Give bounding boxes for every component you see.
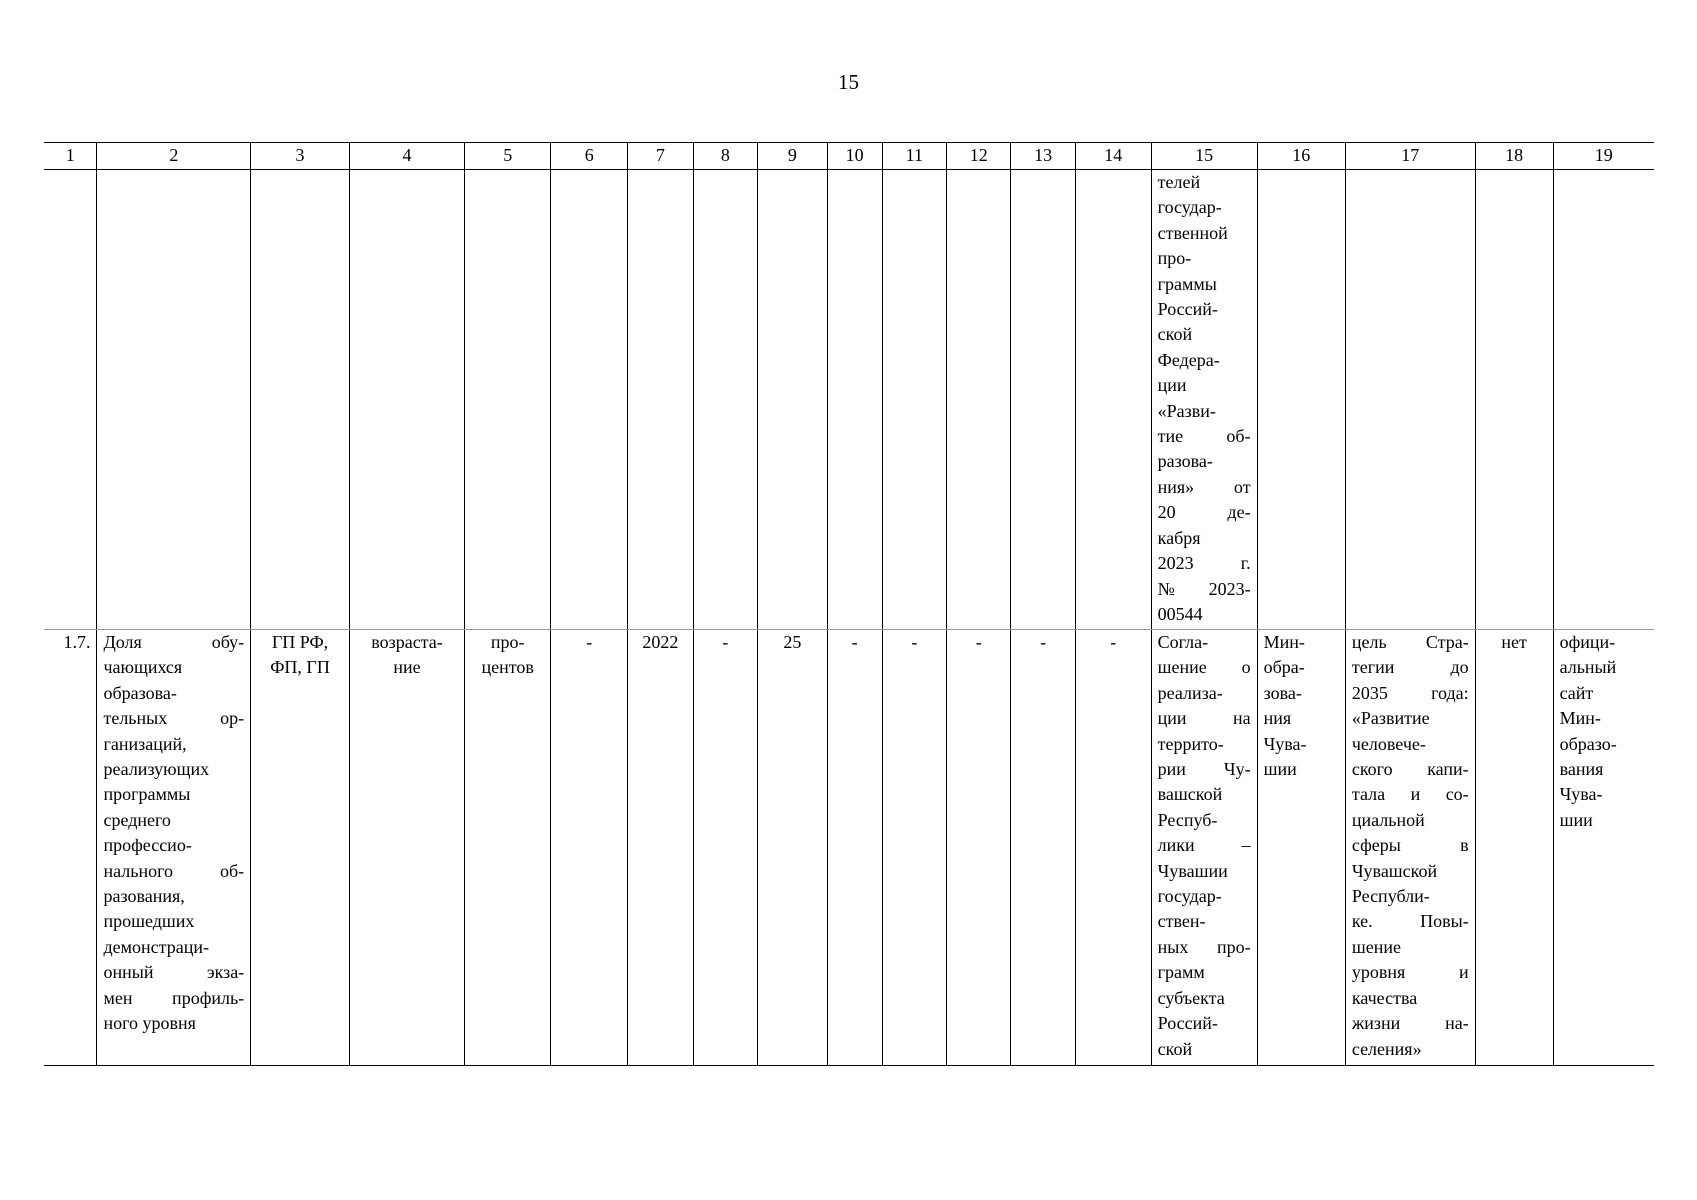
text-line: про-	[490, 632, 525, 652]
text-line: Россий-	[1157, 299, 1218, 320]
text-line: качества	[1351, 987, 1418, 1008]
text-line: Доля обу-	[103, 632, 245, 652]
text-line: разования,	[103, 886, 185, 907]
text-line: реализа-	[1157, 682, 1223, 703]
column-header-12: 12	[947, 143, 1011, 170]
text-line: про-	[1157, 248, 1192, 269]
column-header-10: 10	[827, 143, 882, 170]
indicator-source	[251, 630, 350, 1066]
text-line: граммы	[1157, 273, 1217, 294]
text-line: Россий-	[1157, 1013, 1218, 1034]
text-line: обра-	[1263, 657, 1305, 678]
text-line: террито-	[1157, 733, 1224, 754]
indicator-name	[97, 630, 251, 1066]
text-line: ции на	[1157, 708, 1251, 729]
text-line: 2023 г.	[1157, 553, 1251, 574]
text-line: «Развитие	[1351, 708, 1430, 729]
text-line: Чува-	[1263, 733, 1307, 754]
text-line: альный	[1559, 657, 1617, 678]
cell-8: -	[693, 630, 757, 1066]
text-line: государ-	[1157, 197, 1222, 218]
text-line: демонстраци-	[103, 936, 209, 957]
text-line: ственной	[1157, 222, 1228, 243]
base-year: 2022	[628, 630, 693, 1066]
text-line: Респуб-	[1157, 809, 1218, 830]
text-line: образова-	[103, 682, 177, 703]
strategy-goal	[1345, 630, 1475, 1066]
header-row	[44, 143, 1654, 170]
cell	[1257, 170, 1345, 630]
column-header-17: 17	[1345, 143, 1475, 170]
cell	[1475, 170, 1553, 630]
continuation-row	[44, 170, 1654, 630]
text-line: телей	[1157, 172, 1201, 192]
text-line: ФП, ГП	[270, 657, 330, 678]
column-header-6: 6	[551, 143, 628, 170]
text-line: 00544	[1157, 603, 1203, 624]
column-header-13: 13	[1011, 143, 1075, 170]
text-line: шение	[1351, 936, 1401, 957]
text-line: Республи-	[1351, 886, 1430, 907]
cell-6: -	[551, 630, 628, 1066]
text-line: субъекта	[1157, 987, 1225, 1008]
cell	[1075, 170, 1151, 630]
cell	[251, 170, 350, 630]
text-line: шение о	[1157, 657, 1251, 678]
cell	[44, 170, 97, 630]
responsible-body	[1257, 630, 1345, 1066]
text-line: лики –	[1157, 835, 1251, 856]
cell	[465, 170, 551, 630]
text-line: реализующих	[103, 759, 210, 780]
text-line: центов	[481, 657, 534, 678]
column-header-18: 18	[1475, 143, 1553, 170]
column-header-4: 4	[349, 143, 464, 170]
column-header-3: 3	[251, 143, 350, 170]
text-line: прошедших	[103, 911, 195, 932]
column-header-19: 19	[1553, 143, 1654, 170]
cell-18: нет	[1475, 630, 1553, 1066]
column-header-9: 9	[758, 143, 828, 170]
document-basis	[1151, 630, 1257, 1066]
text-line: возраста-	[371, 632, 443, 652]
text-line: онный экза-	[103, 962, 245, 983]
text-line: ке. Повы-	[1351, 911, 1469, 932]
text-line: вания	[1559, 759, 1604, 780]
cell	[827, 170, 882, 630]
text-line: № 2023-	[1157, 578, 1251, 599]
text-line: Мин-	[1559, 708, 1601, 729]
text-line: Чувашии	[1157, 860, 1228, 881]
text-line: ных про-	[1157, 936, 1251, 957]
text-line: кабря	[1157, 527, 1201, 548]
column-header-14: 14	[1075, 143, 1151, 170]
text-line: программы	[103, 784, 191, 805]
text-line: зова-	[1263, 682, 1302, 703]
cell	[97, 170, 251, 630]
text-line: ской	[1157, 1038, 1193, 1059]
text-line: ГП РФ,	[271, 632, 329, 652]
text-line: тала и со-	[1351, 784, 1469, 805]
text-line: 2035 года:	[1351, 682, 1469, 703]
text-line: Согла-	[1157, 632, 1209, 652]
text-line: тегии до	[1351, 657, 1469, 678]
text-line: ганизаций,	[103, 733, 187, 754]
text-line: сферы в	[1351, 835, 1469, 856]
row-number: 1.7.	[44, 630, 97, 1066]
text-line: чающихся	[103, 657, 183, 678]
text-line: цель Стра-	[1351, 632, 1469, 652]
text-line: жизни на-	[1351, 1013, 1469, 1034]
cell	[1345, 170, 1475, 630]
column-header-11: 11	[882, 143, 946, 170]
information-source	[1553, 630, 1654, 1066]
document-basis-continued	[1151, 170, 1257, 630]
text-line: Чува-	[1559, 784, 1603, 805]
column-header-8: 8	[693, 143, 757, 170]
text-line: циальной	[1351, 809, 1425, 830]
column-header-1: 1	[44, 143, 97, 170]
text-line: государ-	[1157, 886, 1222, 907]
text-line: шии	[1263, 759, 1297, 780]
text-line: человече-	[1351, 733, 1426, 754]
cell	[1553, 170, 1654, 630]
cell	[349, 170, 464, 630]
column-header-16: 16	[1257, 143, 1345, 170]
indicators-table	[44, 142, 1654, 1066]
text-line: уровня и	[1351, 962, 1469, 983]
text-line: разова-	[1157, 451, 1213, 472]
column-header-5: 5	[465, 143, 551, 170]
text-line: селения»	[1351, 1038, 1422, 1059]
page-number: 15	[838, 70, 859, 94]
text-line: ствен-	[1157, 911, 1206, 932]
cell-12: -	[947, 630, 1011, 1066]
text-line: вашской	[1157, 784, 1223, 805]
text-line: Чувашской	[1351, 860, 1438, 881]
unit-of-measure	[465, 630, 551, 1066]
text-line: офици-	[1559, 632, 1616, 652]
text-line: шии	[1559, 809, 1593, 830]
text-line: ние	[393, 657, 421, 678]
column-header-7: 7	[628, 143, 693, 170]
base-value: 25	[758, 630, 828, 1066]
text-line: ской	[1157, 324, 1193, 345]
text-line: профессио-	[103, 835, 192, 856]
text-line: сайт	[1559, 682, 1594, 703]
text-line: среднего	[103, 809, 171, 830]
cell	[882, 170, 946, 630]
text-line: «Разви-	[1157, 400, 1216, 421]
cell-10: -	[827, 630, 882, 1066]
table-row	[44, 630, 1654, 1066]
cell-14: -	[1075, 630, 1151, 1066]
cell	[947, 170, 1011, 630]
text-line: ния» от	[1157, 476, 1251, 497]
text-line: ния	[1263, 708, 1292, 729]
text-line: 20 де-	[1157, 502, 1251, 523]
text-line: нального об-	[103, 860, 245, 881]
text-line: тельных ор-	[103, 708, 245, 729]
cell	[551, 170, 628, 630]
text-line: Мин-	[1263, 632, 1305, 652]
column-header-15: 15	[1151, 143, 1257, 170]
cell	[693, 170, 757, 630]
cell	[1011, 170, 1075, 630]
column-header-2: 2	[97, 143, 251, 170]
cell	[758, 170, 828, 630]
text-line: рии Чу-	[1157, 759, 1251, 780]
text-line: грамм	[1157, 962, 1205, 983]
text-line: мен профиль-	[103, 987, 245, 1008]
text-line: образо-	[1559, 733, 1617, 754]
trend-direction	[349, 630, 464, 1066]
cell-11: -	[882, 630, 946, 1066]
text-line: тие об-	[1157, 426, 1251, 447]
text-line: ского капи-	[1351, 759, 1469, 780]
text-line: Федера-	[1157, 349, 1220, 370]
cell-13: -	[1011, 630, 1075, 1066]
text-line: ции	[1157, 375, 1187, 396]
text-line: ного уровня	[103, 1013, 196, 1034]
cell	[628, 170, 693, 630]
